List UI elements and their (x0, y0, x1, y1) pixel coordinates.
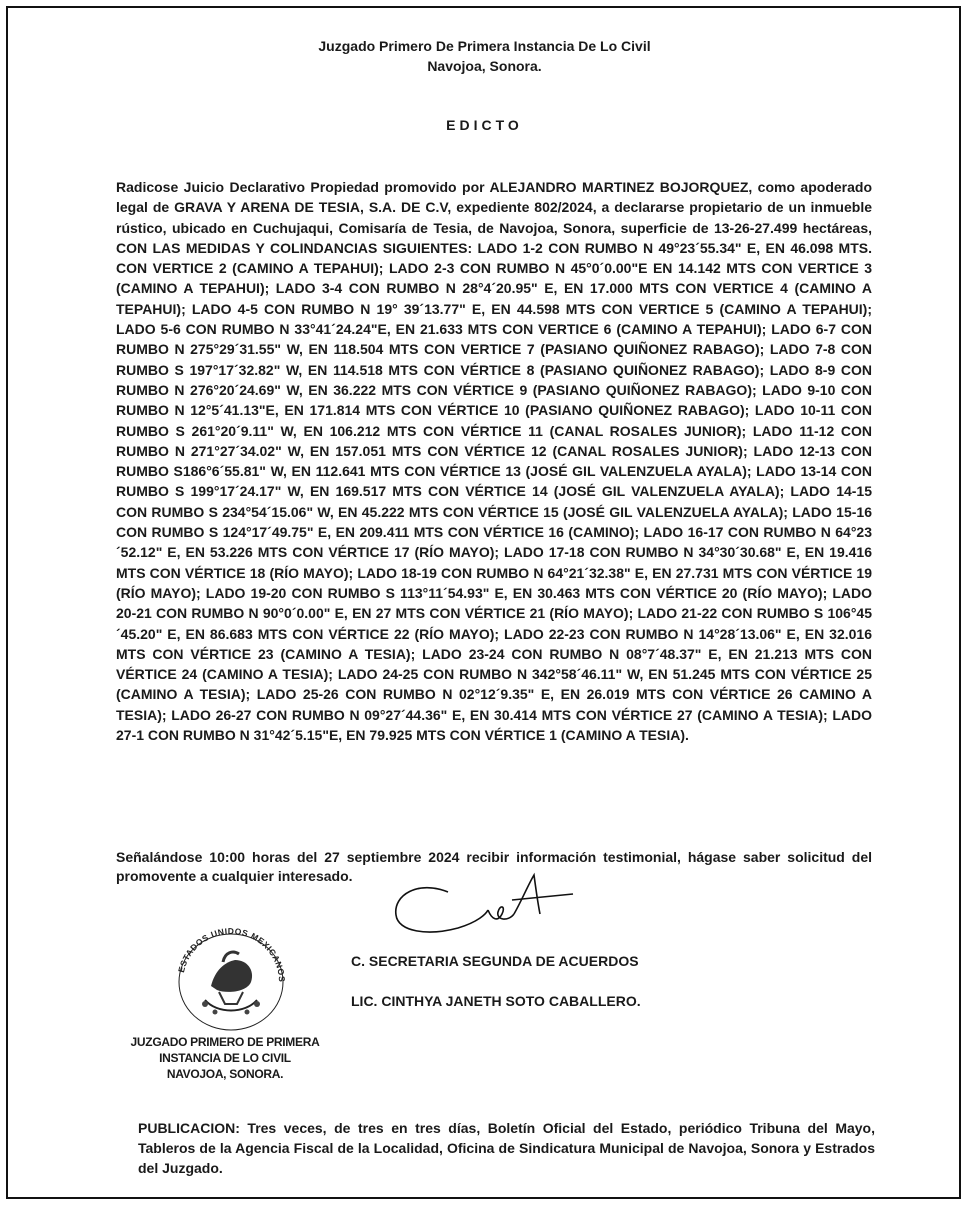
handwritten-signature (388, 870, 578, 950)
court-header (0, 36, 969, 76)
signer-title: C. SECRETARIA SEGUNDA DE ACUERDOS (351, 953, 639, 969)
seal-ring-text: ESTADOS UNIDOS MEXICANOS (175, 925, 288, 983)
edict-body: Radicose Juicio Declarativo Propiedad promovido por ALEJANDRO MARTINEZ BOJORQUEZ, como apoderado legal de GRAVA Y ARENA DE TESIA, S.A. DE C.V, expediente 802/2024, a declararse propietario de un inmueble rústico, ubicado en Cuchujaqui, Comisaría de Tesia, de Navojoa, Sonora, superficie de 13-26-27.499 hectáreas, CON LAS MEDIDAS Y COLINDANCIAS SIGUIENTES: LADO 1-2 CON RUMBO N 49°23´55.34" E, EN 46.098 MTS. CON VERTICE 2 (CAMINO A TEPAHUI); LADO 2-3 CON RUMBO N 45°0´0.00"E EN 14.142 MTS CON VERTICE 3 (CAMINO A TEPAHUI); LADO 3-4 CON RUMBO N 28°4´20.95" E, EN 17.000 MTS CON VERTICE 4 (CAMINO A TEPAHUI); LADO 4-5 CON RUMBO N 19° 39´13.77" E, EN 44.598 MTS CON VERTICE 5 (CAMINO A TEPAHUI); LADO 5-6 CON RUMBO N 33°41´24.24"E, EN 21.633 MTS CON VERTICE 6 (CAMINO A TEPAHUI); LADO 6-7 CON RUMBO N 275°29´31.55" W, EN 118.504 MTS CON VERTICE 7 (PASIANO QUIÑONEZ RABAGO); LADO 7-8 CON RUMBO S 197°17´32.82" W, EN 114.518 MTS CON VÉRTICE 8 (PASIANO QUIÑONEZ RABAGO); LADO 8-9 CON RUMBO N 276°20´24.69" W, EN 36.222 MTS CON VÉRTICE 9 (PASIANO QUIÑONEZ RABAGO); LADO 9-10 CON RUMBO N 12°5´41.13"E, EN 171.814 MTS CON VÉRTICE 10 (PASIANO QUIÑONEZ RABAGO); LADO 10-11 CON RUMBO S 261°20´9.11" W, EN 106.212 MTS CON VÉRTICE 11 (CANAL ROSALES JUNIOR); LADO 11-12 CON RUMBO N 271°27´34.02" W, EN 157.051 MTS CON VÉRTICE 12 (CANAL ROSALES JUNIOR); LADO 12-13 CON RUMBO S186°6´55.81" W, EN 112.641 MTS CON VÉRTICE 13 (JOSÉ GIL VALENZUELA AYALA); LADO 13-14 CON RUMBO S 199°17´24.17" W, EN 169.517 MTS CON VÉRTICE 14 (JOSÉ GIL VALENZUELA AYALA); LADO 14-15 CON RUMBO S 234°54´15.06" W, EN 45.222 MTS CON VÉRTICE 15 (JOSÉ GIL VALENZUELA AYALA); LADO 15-16 CON RUMBO S 124°17´49.75" E, EN 209.411 MTS CON VÉRTICE 16 (CAMINO); LADO 16-17 CON RUMBO N 64°23´52.12" E, EN 53.226 MTS CON VÉRTICE 17 (RÍO MAYO); LADO 17-18 CON RUMBO N 34°30´30.68" E, EN 19.416 MTS CON VÉRTICE 18 (RÍO MAYO); LADO 18-19 CON RUMBO N 64°21´32.38" E, EN 27.731 MTS CON VÉRTICE 19 (RÍO MAYO); LADO 19-20 CON RUMBO S 113°11´54.93" E, EN 30.463 MTS CON VÉRTICE 20 (RÍO MAYO); LADO 20-21 CON RUMBO N 90°0´0.00" E, EN 27 MTS CON VÉRTICE 21 (RÍO MAYO); LADO 21-22 CON RUMBO S 106°45´45.20" E, EN 86.683 MTS CON VÉRTICE 22 (RÍO MAYO); LADO 22-23 CON RUMBO N 14°28´13.06" E, EN 32.016 MTS CON VÉRTICE 23 (CAMINO A TESIA); LADO 23-24 CON RUMBO N 08°7´48.37" E, EN 21.213 MTS CON VÉRTICE 24 (CAMINO A TESIA); LADO 24-25 CON RUMBO N 342°58´46.11" W, EN 51.245 MTS CON VÉRTICE 25 (CAMINO A TESIA); LADO 25-26 CON RUMBO N 02°12´9.35" E, EN 26.019 MTS CON VÉRTICE 26 CAMINO A TESIA); LADO 26-27 CON RUMBO N 09°27´44.36" E, EN 30.414 MTS CON VÉRTICE 27 (CAMINO A TESIA); LADO 27-1 CON RUMBO N 31°42´5.15"E, EN 79.925 MTS CON VÉRTICE 1 (CAMINO A TESIA). (116, 179, 872, 744)
seal-caption-line: INSTANCIA DE LO CIVIL (159, 1051, 291, 1065)
document-title: EDICTO (446, 117, 523, 133)
publication-notice: PUBLICACION: Tres veces, de tres en tres días, Boletín Oficial del Estado, periódico Tribuna del Mayo, Tableros de la Agencia Fiscal de la Localidad, Oficina de Sindicatura Municipal de Navojoa, Sonora y Estrados del Juzgado. (138, 1120, 875, 1176)
court-seal-emblem (165, 922, 297, 1034)
seal-caption (110, 1034, 340, 1082)
closing-paragraph: Señalándose 10:00 horas del 27 septiembre 2024 recibir información testimonial, hágase saber solicitud del promovente a cualquier interesado. (116, 849, 872, 884)
signer-name: LIC. CINTHYA JANETH SOTO CABALLERO. (351, 993, 641, 1009)
court-name: Juzgado Primero De Primera Instancia De Lo Civil (318, 38, 651, 54)
seal-caption-line: NAVOJOA, SONORA. (166, 1067, 284, 1081)
seal-caption-line: JUZGADO PRIMERO DE PRIMERA (130, 1035, 320, 1049)
court-location: Navojoa, Sonora. (427, 58, 542, 74)
